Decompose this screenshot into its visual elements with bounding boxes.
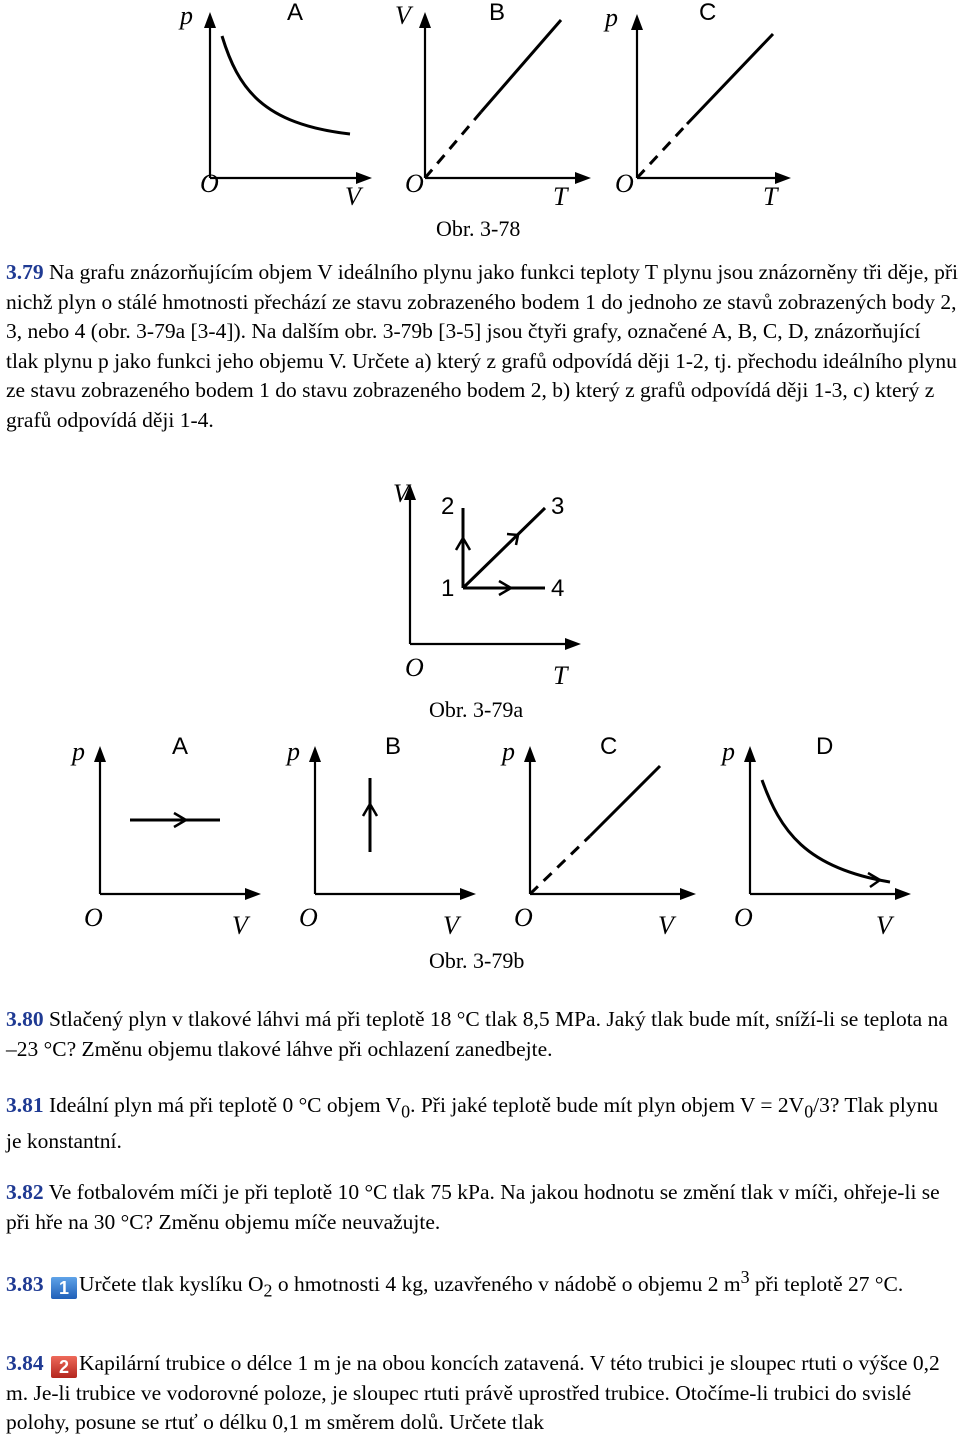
figure-caption: Obr. 3-78 xyxy=(436,216,521,241)
x-axis-label: V xyxy=(658,911,674,940)
y-axis-label: p xyxy=(502,737,515,766)
x-axis-arrow-icon xyxy=(460,888,476,900)
extrapolation-dashed-line xyxy=(530,836,590,894)
fig79b-graph-c xyxy=(490,730,700,940)
x-axis-arrow-icon xyxy=(575,172,591,184)
fig78-graph-b xyxy=(385,0,595,210)
subscript: 0 xyxy=(804,1101,814,1122)
origin-label: O xyxy=(200,169,219,198)
problem-number: 3.79 xyxy=(6,260,44,284)
y-axis-label: p xyxy=(180,1,193,30)
difficulty-1-icon: 1 xyxy=(51,1277,77,1299)
figure-caption: Obr. 3-79b xyxy=(429,948,525,973)
x-axis-label: T xyxy=(763,182,778,211)
x-axis-label: T xyxy=(553,182,568,211)
graph-letter: B xyxy=(489,0,506,26)
x-axis-label: V xyxy=(345,182,361,211)
problem-number: 3.83 xyxy=(6,1272,44,1297)
graph-letter: C xyxy=(600,733,618,760)
x-axis-label: V xyxy=(232,911,248,940)
problem-text: Ve fotbalovém míči je při teplotě 10 °C tlak 75 kPa. Na jakou hodnotu se změní tlak v míči, ohřeje-li se při hře na 30 °C? Změnu objemu míče neuvažujte. xyxy=(6,1180,940,1234)
y-axis-arrow-icon xyxy=(309,746,321,762)
fig78-graph-c xyxy=(595,0,795,210)
isotherm-curve xyxy=(222,36,350,134)
extrapolation-dashed-line xyxy=(637,124,687,178)
fig79b-graph-a xyxy=(60,730,265,940)
x-axis-label: V xyxy=(876,911,892,940)
problem-3-84 xyxy=(6,1349,958,1438)
point-4-label: 4 xyxy=(551,575,565,602)
origin-label: O xyxy=(299,903,318,932)
problem-text: /3? Tlak plynu je konstantní. xyxy=(6,1093,939,1153)
origin-label: O xyxy=(84,903,103,932)
origin-label: O xyxy=(405,169,424,198)
figure-caption: Obr. 3-79a xyxy=(429,697,524,722)
process-line xyxy=(590,766,660,836)
y-axis-arrow-icon xyxy=(744,746,756,762)
problem-text: Na grafu znázorňujícím objem V ideálního plynu jako funkci teploty T plynu jsou znázorněny tři děje, při nichž plyn o stálé hmotnosti přechází ze stavu zobrazeného bodem 1 do jednoho ze stavů zobrazených body 2, 3, nebo 4 (obr. 3-79a [3-4]). Na dalším obr. 3-79b [3-5] jsou čtyři grafy, označené A, B, C, D, znázorňující tlak plynu p jako funkci jeho objemu V. Určete a) který z grafů odpovídá ději 1-2, tj. přechodu ideálního plynu ze stavu zobrazeného bodem 1 do stavu zobrazeného bodem 2, b) který z grafů odpovídá ději 1-3, c) který z grafů odpovídá ději 1-4. xyxy=(6,260,958,432)
y-axis-label: p xyxy=(72,737,85,766)
fig79a-vt-graph xyxy=(385,478,590,688)
point-3-label: 3 xyxy=(551,493,565,520)
problem-3-79 xyxy=(6,258,958,435)
problem-3-80 xyxy=(6,1005,958,1064)
fig79b-graph-b xyxy=(275,730,475,940)
origin-label: O xyxy=(615,169,634,198)
problem-text: Ideální plyn má při teplotě 0 °C objem V xyxy=(43,1093,402,1117)
x-axis-label: V xyxy=(443,911,459,940)
problem-3-83 xyxy=(6,1263,958,1306)
process-curve xyxy=(762,780,890,882)
problem-text: při teplotě 27 °C. xyxy=(749,1272,904,1297)
problem-3-82 xyxy=(6,1178,958,1237)
origin-label: O xyxy=(734,903,753,932)
graph-letter: C xyxy=(699,0,717,26)
y-axis-label: p xyxy=(605,3,618,32)
problem-number: 3.82 xyxy=(6,1180,44,1204)
fig79b-graph-d xyxy=(710,730,915,940)
x-axis-label: T xyxy=(553,661,568,690)
y-axis-arrow-icon xyxy=(631,14,643,30)
problem-text: . Při jaké teplotě bude mít plyn objem V = 2V xyxy=(410,1093,805,1117)
origin-label: O xyxy=(405,653,424,682)
point-1-label: 1 xyxy=(441,575,455,602)
problem-text: Stlačený plyn v tlakové láhvi má při teplotě 18 °C tlak 8,5 MPa. Jaký tlak bude mít, sníží-li se teplota na –23 °C? Změnu objemu tlakové láhve při ochlazení zanedbejte. xyxy=(6,1007,948,1061)
isochor-line xyxy=(687,34,773,124)
difficulty-2-icon: 2 xyxy=(51,1356,77,1378)
y-axis-label: p xyxy=(287,737,300,766)
y-axis-label: p xyxy=(722,737,735,766)
process-1-3 xyxy=(463,508,545,588)
y-axis-arrow-icon xyxy=(524,746,536,762)
extrapolation-dashed-line xyxy=(425,112,481,178)
x-axis-arrow-icon xyxy=(680,888,696,900)
problem-number: 3.84 xyxy=(6,1351,44,1375)
problem-number: 3.80 xyxy=(6,1007,44,1031)
y-axis-label: V xyxy=(395,1,411,30)
x-axis-arrow-icon xyxy=(245,888,261,900)
problem-text: Kapilární trubice o délce 1 m je na obou koncích zatavená. V této trubici je sloupec rtuti o výšce 0,2 m. Je-li trubice ve vodorovné poloze, je sloupec rtuti právě uprostřed trubice. Otočíme-li trubici do svislé polohy, posune se rtuť o délku 0,1 m směrem dolů. Určete tlak xyxy=(6,1351,940,1434)
y-axis-arrow-icon xyxy=(204,12,216,28)
point-2-label: 2 xyxy=(441,493,455,520)
graph-letter: B xyxy=(385,733,402,760)
graph-letter: A xyxy=(287,0,304,26)
graph-letter: A xyxy=(172,733,189,760)
x-axis-arrow-icon xyxy=(895,888,911,900)
problem-3-81 xyxy=(6,1091,958,1156)
problem-text: o hmotnosti 4 kg, uzavřeného v nádobě o objemu 2 m xyxy=(272,1272,741,1297)
subscript: 0 xyxy=(401,1101,411,1122)
problem-number: 3.81 xyxy=(6,1093,44,1117)
subscript: 2 xyxy=(263,1280,273,1301)
origin-label: O xyxy=(514,903,533,932)
problem-text: Určete tlak kyslíku O xyxy=(79,1272,264,1297)
y-axis-label: V xyxy=(393,479,409,508)
graph-letter: D xyxy=(816,733,834,760)
fig78-graph-a xyxy=(160,0,380,210)
y-axis-arrow-icon xyxy=(419,12,431,28)
y-axis-arrow-icon xyxy=(94,746,106,762)
isobar-line xyxy=(481,20,561,112)
superscript: 3 xyxy=(740,1267,750,1287)
x-axis-arrow-icon xyxy=(565,638,581,650)
